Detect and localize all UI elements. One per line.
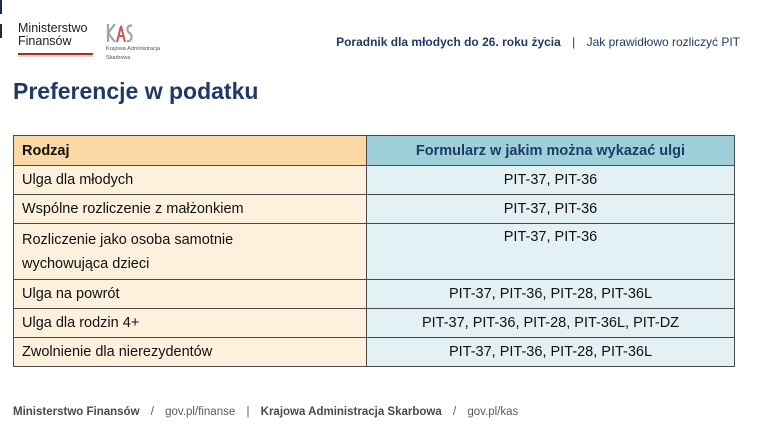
forms-cell: PIT-37, PIT-36, PIT-28, PIT-36L bbox=[367, 280, 735, 309]
forms-cell: PIT-37, PIT-36 bbox=[367, 195, 735, 224]
slide-edge-mark bbox=[0, 24, 2, 38]
header-separator: | bbox=[572, 35, 576, 49]
relief-type-cell: Zwolnienie dla nierezydentów bbox=[14, 338, 367, 367]
footer-org-kas: Krajowa Administracja Skarbowa bbox=[260, 406, 442, 418]
slide-edge-mark bbox=[0, 0, 2, 14]
relief-type-cell: Wspólne rozliczenie z małżonkiem bbox=[14, 195, 367, 224]
forms-cell: PIT-37, PIT-36 bbox=[367, 166, 735, 195]
guide-title: Poradnik dla młodych do 26. roku życia bbox=[336, 35, 561, 49]
footer-bar: | bbox=[246, 406, 250, 418]
kas-logo-line2: Skarbowa bbox=[106, 54, 131, 61]
relief-type-line2: wychowująca dzieci bbox=[22, 255, 150, 272]
page-title: Preferencje w podatku bbox=[13, 78, 259, 104]
footer-slash: / bbox=[452, 406, 457, 418]
table-row bbox=[14, 309, 735, 338]
mf-logo-line1: Ministerstwo bbox=[18, 21, 88, 35]
preferences-table bbox=[13, 135, 735, 367]
forms-cell: PIT-37, PIT-36 bbox=[367, 224, 735, 280]
forms-cell: PIT-37, PIT-36, PIT-28, PIT-36L, PIT-DZ bbox=[367, 309, 735, 338]
table-row bbox=[14, 166, 735, 195]
kas-logo-line1: Krajowa Administracja bbox=[106, 46, 161, 52]
relief-type-cell: Ulga dla młodych bbox=[14, 166, 367, 195]
relief-type-line1: Rozliczenie jako osoba samotnie bbox=[22, 231, 234, 248]
guide-header bbox=[336, 35, 740, 49]
table-header-row bbox=[14, 136, 735, 166]
guide-subtitle: Jak prawidłowo rozliczyć PIT bbox=[586, 35, 740, 49]
footer bbox=[13, 406, 518, 418]
relief-type-cell: Ulga dla rodzin 4+ bbox=[14, 309, 367, 338]
header-rodzaj: Rodzaj bbox=[14, 136, 367, 166]
kas-logo bbox=[106, 22, 176, 61]
ministerstwo-finansow-logo bbox=[18, 22, 96, 57]
footer-slash: / bbox=[150, 406, 154, 418]
footer-link-finanse[interactable]: gov.pl/finanse bbox=[165, 406, 236, 418]
kas-emblem-icon bbox=[106, 22, 134, 44]
mf-logo-line2: Finansów bbox=[18, 34, 72, 48]
flag-stripe bbox=[18, 53, 93, 57]
table-row bbox=[14, 338, 735, 367]
table-row bbox=[14, 280, 735, 309]
footer-link-kas[interactable]: gov.pl/kas bbox=[467, 406, 519, 418]
relief-type-cell: Ulga na powrót bbox=[14, 280, 367, 309]
table-row bbox=[14, 195, 735, 224]
footer-org-mf: Ministerstwo Finansów bbox=[13, 406, 140, 418]
table-row bbox=[14, 224, 735, 280]
header-formularz: Formularz w jakim można wykazać ulgi bbox=[367, 136, 735, 166]
forms-cell: PIT-37, PIT-36, PIT-28, PIT-36L bbox=[367, 338, 735, 367]
relief-type-cell bbox=[14, 224, 367, 280]
